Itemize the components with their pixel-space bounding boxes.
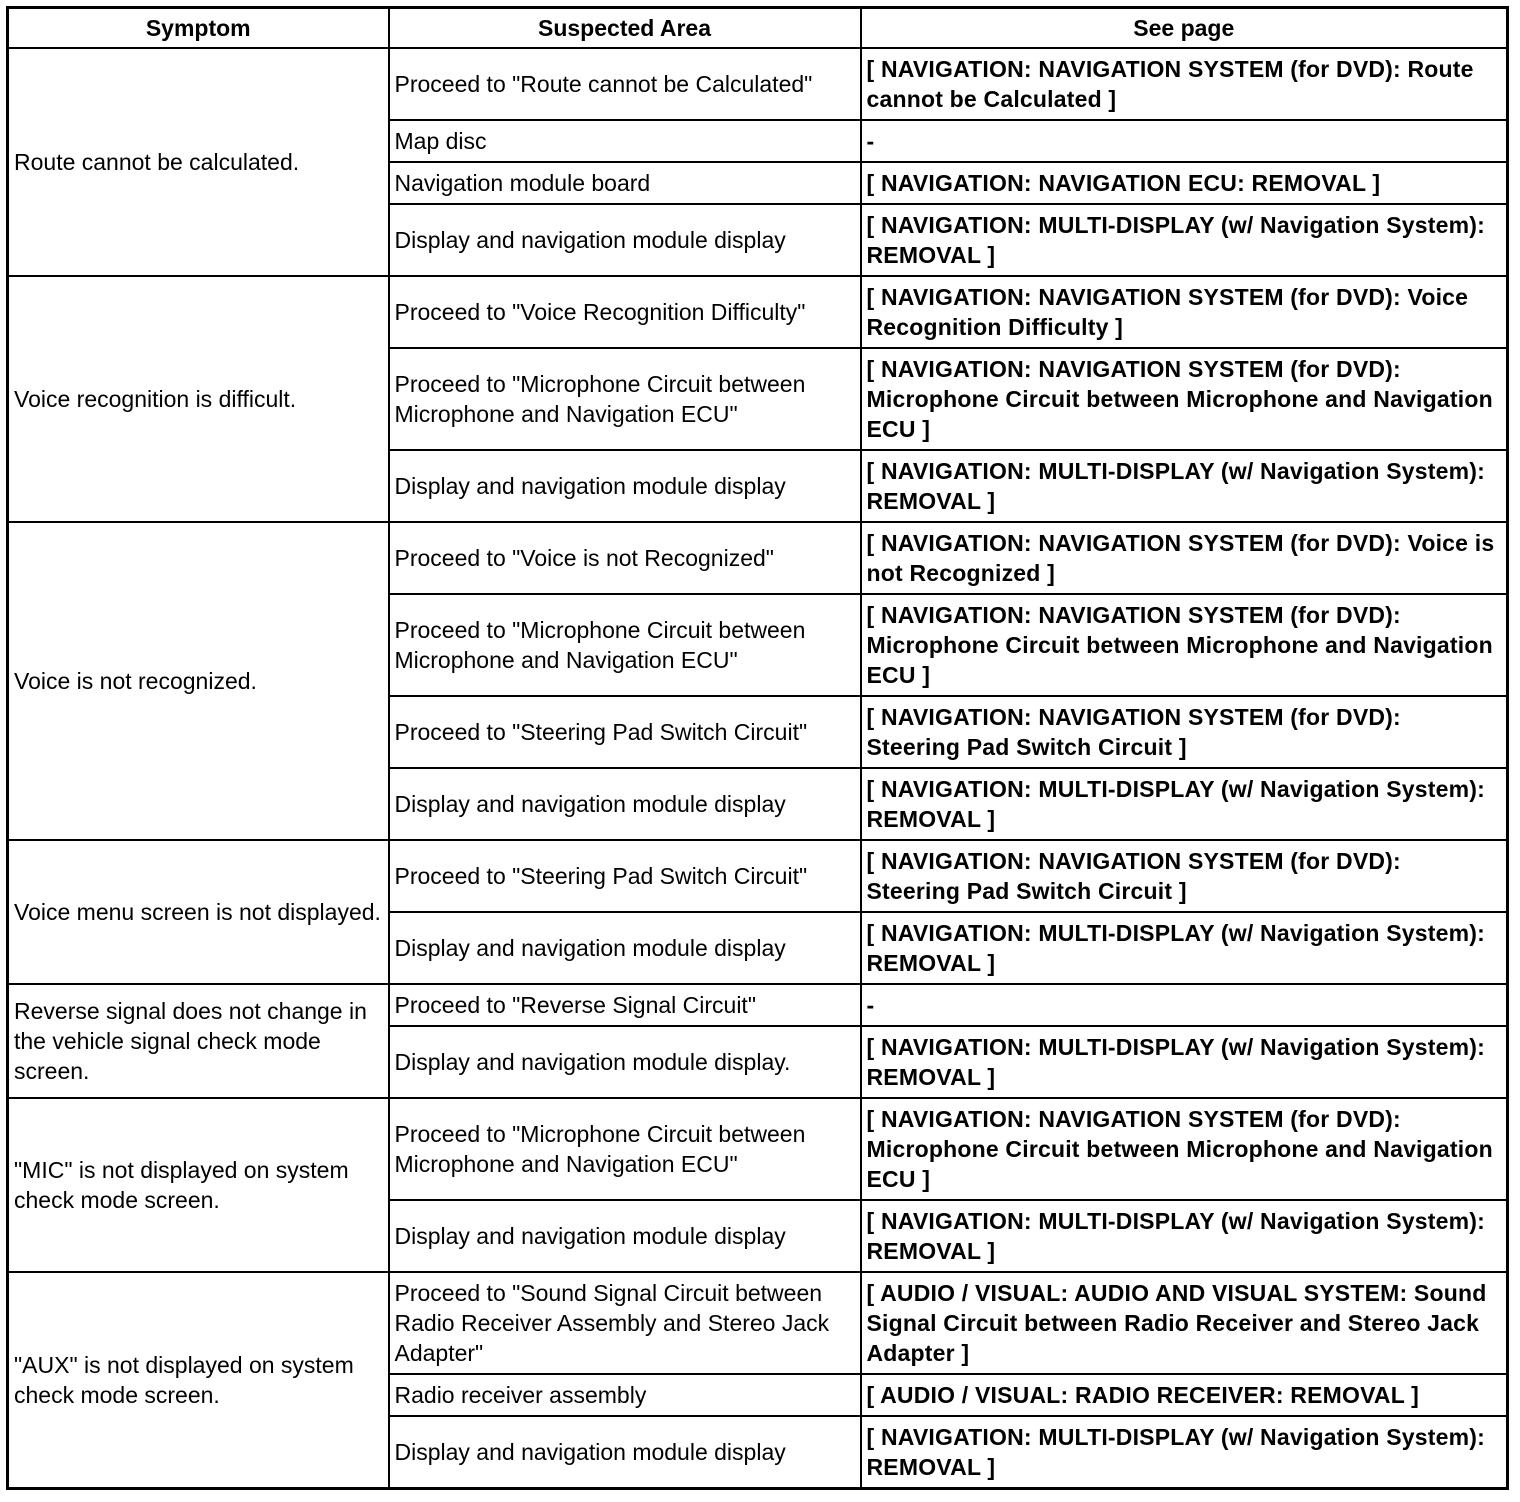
see-page-link: - [861,984,1508,1026]
see-page-link[interactable]: [ NAVIGATION: NAVIGATION SYSTEM (for DVD): Voice Recognition Difficulty ] [861,276,1508,348]
see-page-link[interactable]: [ AUDIO / VISUAL: AUDIO AND VISUAL SYSTEM: Sound Signal Circuit between Radio Receiver and Stereo Jack Adapter ] [861,1272,1508,1374]
see-page-link[interactable]: [ AUDIO / VISUAL: RADIO RECEIVER: REMOVAL ] [861,1374,1508,1416]
suspected-area-cell: Proceed to "Steering Pad Switch Circuit" [389,840,861,912]
see-page-link[interactable]: [ NAVIGATION: MULTI-DISPLAY (w/ Navigation System): REMOVAL ] [861,1026,1508,1098]
suspected-area-cell: Map disc [389,120,861,162]
symptom-cell: Reverse signal does not change in the vehicle signal check mode screen. [8,984,389,1098]
see-page-link[interactable]: [ NAVIGATION: NAVIGATION SYSTEM (for DVD): Microphone Circuit between Microphone and Navigation ECU ] [861,348,1508,450]
see-page-link[interactable]: [ NAVIGATION: NAVIGATION SYSTEM (for DVD): Steering Pad Switch Circuit ] [861,840,1508,912]
see-page-link[interactable]: [ NAVIGATION: MULTI-DISPLAY (w/ Navigation System): REMOVAL ] [861,204,1508,276]
symptom-cell: Route cannot be calculated. [8,48,389,276]
table-row [8,1098,1508,1200]
troubleshooting-table-container [6,6,1506,1490]
header-symptom: Symptom [8,8,389,49]
see-page-link[interactable]: [ NAVIGATION: NAVIGATION SYSTEM (for DVD): Microphone Circuit between Microphone and Navigation ECU ] [861,1098,1508,1200]
suspected-area-cell: Proceed to "Reverse Signal Circuit" [389,984,861,1026]
see-page-link[interactable]: [ NAVIGATION: NAVIGATION SYSTEM (for DVD): Voice is not Recognized ] [861,522,1508,594]
table-row [8,48,1508,120]
see-page-link[interactable]: [ NAVIGATION: MULTI-DISPLAY (w/ Navigation System): REMOVAL ] [861,912,1508,984]
suspected-area-cell: Display and navigation module display. [389,1026,861,1098]
see-page-link: - [861,120,1508,162]
suspected-area-cell: Navigation module board [389,162,861,204]
suspected-area-cell: Display and navigation module display [389,1416,861,1489]
header-suspected-area: Suspected Area [389,8,861,49]
suspected-area-cell: Display and navigation module display [389,768,861,840]
see-page-link[interactable]: [ NAVIGATION: NAVIGATION ECU: REMOVAL ] [861,162,1508,204]
see-page-link[interactable]: [ NAVIGATION: MULTI-DISPLAY (w/ Navigation System): REMOVAL ] [861,768,1508,840]
suspected-area-cell: Proceed to "Microphone Circuit between Microphone and Navigation ECU" [389,594,861,696]
table-row [8,522,1508,594]
table-body [8,48,1508,1489]
symptom-cell: Voice is not recognized. [8,522,389,840]
table-row [8,1272,1508,1374]
suspected-area-cell: Proceed to "Voice Recognition Difficulty" [389,276,861,348]
symptom-cell: Voice menu screen is not displayed. [8,840,389,984]
suspected-area-cell: Proceed to "Route cannot be Calculated" [389,48,861,120]
table-row [8,840,1508,912]
suspected-area-cell: Radio receiver assembly [389,1374,861,1416]
table-row [8,276,1508,348]
symptom-cell: "MIC" is not displayed on system check mode screen. [8,1098,389,1272]
see-page-link[interactable]: [ NAVIGATION: MULTI-DISPLAY (w/ Navigation System): REMOVAL ] [861,1200,1508,1272]
suspected-area-cell: Display and navigation module display [389,204,861,276]
suspected-area-cell: Proceed to "Microphone Circuit between Microphone and Navigation ECU" [389,1098,861,1200]
see-page-link[interactable]: [ NAVIGATION: MULTI-DISPLAY (w/ Navigation System): REMOVAL ] [861,1416,1508,1489]
suspected-area-cell: Proceed to "Steering Pad Switch Circuit" [389,696,861,768]
suspected-area-cell: Proceed to "Voice is not Recognized" [389,522,861,594]
header-row [8,8,1508,49]
table-row [8,984,1508,1026]
see-page-link[interactable]: [ NAVIGATION: NAVIGATION SYSTEM (for DVD): Route cannot be Calculated ] [861,48,1508,120]
see-page-link[interactable]: [ NAVIGATION: MULTI-DISPLAY (w/ Navigation System): REMOVAL ] [861,450,1508,522]
troubleshooting-table [6,6,1509,1490]
suspected-area-cell: Proceed to "Microphone Circuit between Microphone and Navigation ECU" [389,348,861,450]
suspected-area-cell: Display and navigation module display [389,912,861,984]
see-page-link[interactable]: [ NAVIGATION: NAVIGATION SYSTEM (for DVD): Microphone Circuit between Microphone and Navigation ECU ] [861,594,1508,696]
symptom-cell: Voice recognition is difficult. [8,276,389,522]
see-page-link[interactable]: [ NAVIGATION: NAVIGATION SYSTEM (for DVD): Steering Pad Switch Circuit ] [861,696,1508,768]
suspected-area-cell: Display and navigation module display [389,1200,861,1272]
header-see-page: See page [861,8,1508,49]
suspected-area-cell: Display and navigation module display [389,450,861,522]
symptom-cell: "AUX" is not displayed on system check mode screen. [8,1272,389,1489]
suspected-area-cell: Proceed to "Sound Signal Circuit between Radio Receiver Assembly and Stereo Jack Adapter" [389,1272,861,1374]
